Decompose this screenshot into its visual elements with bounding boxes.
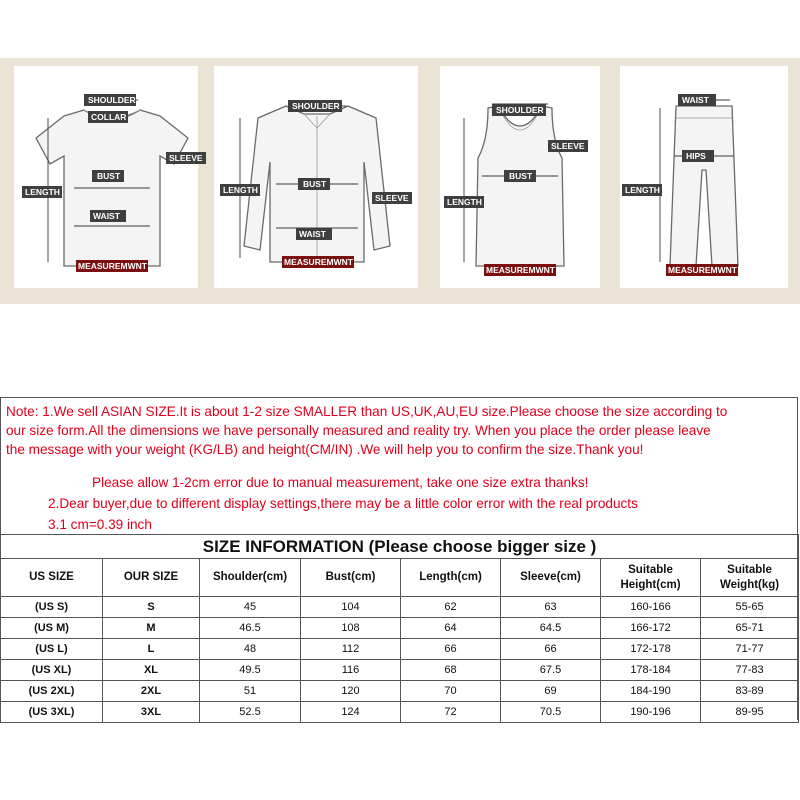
table-cell: 3XL: [103, 702, 200, 723]
table-cell: 66: [501, 639, 601, 660]
table-cell: 70: [401, 681, 501, 702]
table-row: [1, 702, 799, 723]
table-cell: 67.5: [501, 660, 601, 681]
svg-text:SLEEVE: SLEEVE: [551, 141, 585, 151]
column-header: OUR SIZE: [103, 559, 200, 597]
table-title: SIZE INFORMATION (Please choose bigger size ): [1, 535, 799, 559]
table-cell: L: [103, 639, 200, 660]
svg-text:LENGTH: LENGTH: [223, 185, 258, 195]
table-cell: (US L): [1, 639, 103, 660]
table-cell: 49.5: [200, 660, 301, 681]
waist-label: [90, 210, 126, 222]
svg-text:MEASUREMWNT: MEASUREMWNT: [78, 261, 147, 271]
measurement-label: [484, 264, 556, 276]
table-cell: 46.5: [200, 618, 301, 639]
table-cell: 104: [301, 597, 401, 618]
sleeve-label: [166, 152, 206, 164]
svg-text:BUST: BUST: [97, 171, 121, 181]
table-cell: 124: [301, 702, 401, 723]
bust-label: [298, 178, 330, 190]
table-row: [1, 618, 799, 639]
bust-label: [504, 170, 536, 182]
table-cell: XL: [103, 660, 200, 681]
table-cell: 112: [301, 639, 401, 660]
table-row: [1, 597, 799, 618]
table-cell: 72: [401, 702, 501, 723]
table-cell: 51: [200, 681, 301, 702]
sleeve-label: [548, 140, 588, 152]
svg-text:SLEEVE: SLEEVE: [375, 193, 409, 203]
table-cell: 184-190: [601, 681, 701, 702]
table-cell: 166-172: [601, 618, 701, 639]
table-cell: 66: [401, 639, 501, 660]
table-cell: 89-95: [701, 702, 799, 723]
svg-text:SLEEVE: SLEEVE: [169, 153, 203, 163]
table-cell: 120: [301, 681, 401, 702]
tank-panel: [440, 66, 600, 288]
length-label: [622, 184, 662, 196]
table-cell: 190-196: [601, 702, 701, 723]
table-cell: (US M): [1, 618, 103, 639]
table-cell: 64.5: [501, 618, 601, 639]
svg-text:LENGTH: LENGTH: [625, 185, 660, 195]
column-header: Shoulder(cm): [200, 559, 301, 597]
table-cell: S: [103, 597, 200, 618]
length-label: [444, 196, 484, 208]
table-cell: (US XL): [1, 660, 103, 681]
table-cell: 172-178: [601, 639, 701, 660]
note-color-error: 2.Dear buyer,due to different display settings,there may be a little color error with the real products: [48, 496, 638, 511]
note-line-3: the message with your weight (KG/LB) and height(CM/IN) .We will help you to confirm the size.Thank you!: [6, 442, 644, 457]
table-cell: 70.5: [501, 702, 601, 723]
column-header: Sleeve(cm): [501, 559, 601, 597]
tshirt-diagram: [14, 66, 203, 288]
measurement-label: [666, 264, 738, 276]
column-header: Suitable Height(cm): [601, 559, 701, 597]
note-unit-conversion: 3.1 cm=0.39 inch: [48, 517, 152, 532]
table-header-row: [1, 559, 799, 597]
svg-text:COLLAR: COLLAR: [91, 112, 127, 122]
shoulder-label: [84, 94, 136, 106]
shoulder-label: [288, 100, 342, 112]
table-cell: 69: [501, 681, 601, 702]
svg-text:SHOULDER: SHOULDER: [292, 101, 340, 111]
tank-diagram: [440, 66, 600, 288]
pants-diagram: [620, 66, 788, 288]
table-cell: 64: [401, 618, 501, 639]
table-cell: 62: [401, 597, 501, 618]
bust-label: [92, 170, 124, 182]
shirt-panel: [214, 66, 418, 288]
svg-text:LENGTH: LENGTH: [447, 197, 482, 207]
measurement-label: [76, 260, 148, 272]
svg-text:MEASUREMWNT: MEASUREMWNT: [284, 257, 353, 267]
svg-text:MEASUREMWNT: MEASUREMWNT: [668, 265, 737, 275]
length-label: [22, 186, 62, 198]
table-row: [1, 681, 799, 702]
table-cell: 116: [301, 660, 401, 681]
svg-text:MEASUREMWNT: MEASUREMWNT: [486, 265, 555, 275]
table-cell: 2XL: [103, 681, 200, 702]
svg-text:WAIST: WAIST: [93, 211, 120, 221]
table-cell: 63: [501, 597, 601, 618]
column-header: Suitable Weight(kg): [701, 559, 799, 597]
table-cell: 55-65: [701, 597, 799, 618]
column-header: Bust(cm): [301, 559, 401, 597]
svg-text:LENGTH: LENGTH: [25, 187, 60, 197]
waist-label: [296, 228, 332, 240]
hips-label: [682, 150, 714, 162]
svg-text:SHOULDER: SHOULDER: [496, 105, 544, 115]
measurement-guide: [0, 58, 800, 304]
table-cell: (US S): [1, 597, 103, 618]
svg-text:SHOULDER: SHOULDER: [88, 95, 136, 105]
table-row: [1, 660, 799, 681]
table-cell: (US 3XL): [1, 702, 103, 723]
size-table: [0, 534, 799, 723]
table-cell: M: [103, 618, 200, 639]
table-cell: 71-77: [701, 639, 799, 660]
table-cell: 160-166: [601, 597, 701, 618]
table-cell: 83-89: [701, 681, 799, 702]
table-cell: 45: [200, 597, 301, 618]
length-label: [220, 184, 260, 196]
collar-label: [88, 111, 128, 123]
svg-text:BUST: BUST: [509, 171, 533, 181]
waist-label: [678, 94, 716, 106]
tshirt-panel: [14, 66, 203, 288]
table-cell: 178-184: [601, 660, 701, 681]
table-cell: 77-83: [701, 660, 799, 681]
shoulder-label: [492, 104, 546, 116]
shirt-diagram: [214, 66, 418, 288]
svg-text:WAIST: WAIST: [299, 229, 326, 239]
table-cell: 48: [200, 639, 301, 660]
svg-text:WAIST: WAIST: [682, 95, 709, 105]
column-header: Length(cm): [401, 559, 501, 597]
measurement-label: [282, 256, 354, 268]
note-line-1: Note: 1.We sell ASIAN SIZE.It is about 1-2 size SMALLER than US,UK,AU,EU size.Please choose the size according to: [6, 404, 728, 419]
table-cell: 68: [401, 660, 501, 681]
column-header: US SIZE: [1, 559, 103, 597]
pants-panel: [620, 66, 788, 288]
note-line-2: our size form.All the dimensions we have personally measured and reality try. When you place the order please leave: [6, 423, 711, 438]
note-measurement-error: Please allow 1-2cm error due to manual measurement, take one size extra thanks!: [92, 475, 589, 490]
table-cell: 65-71: [701, 618, 799, 639]
table-cell: 52.5: [200, 702, 301, 723]
table-cell: 108: [301, 618, 401, 639]
svg-text:HIPS: HIPS: [686, 151, 706, 161]
table-cell: (US 2XL): [1, 681, 103, 702]
sleeve-label: [372, 192, 412, 204]
svg-text:BUST: BUST: [303, 179, 327, 189]
table-row: [1, 639, 799, 660]
